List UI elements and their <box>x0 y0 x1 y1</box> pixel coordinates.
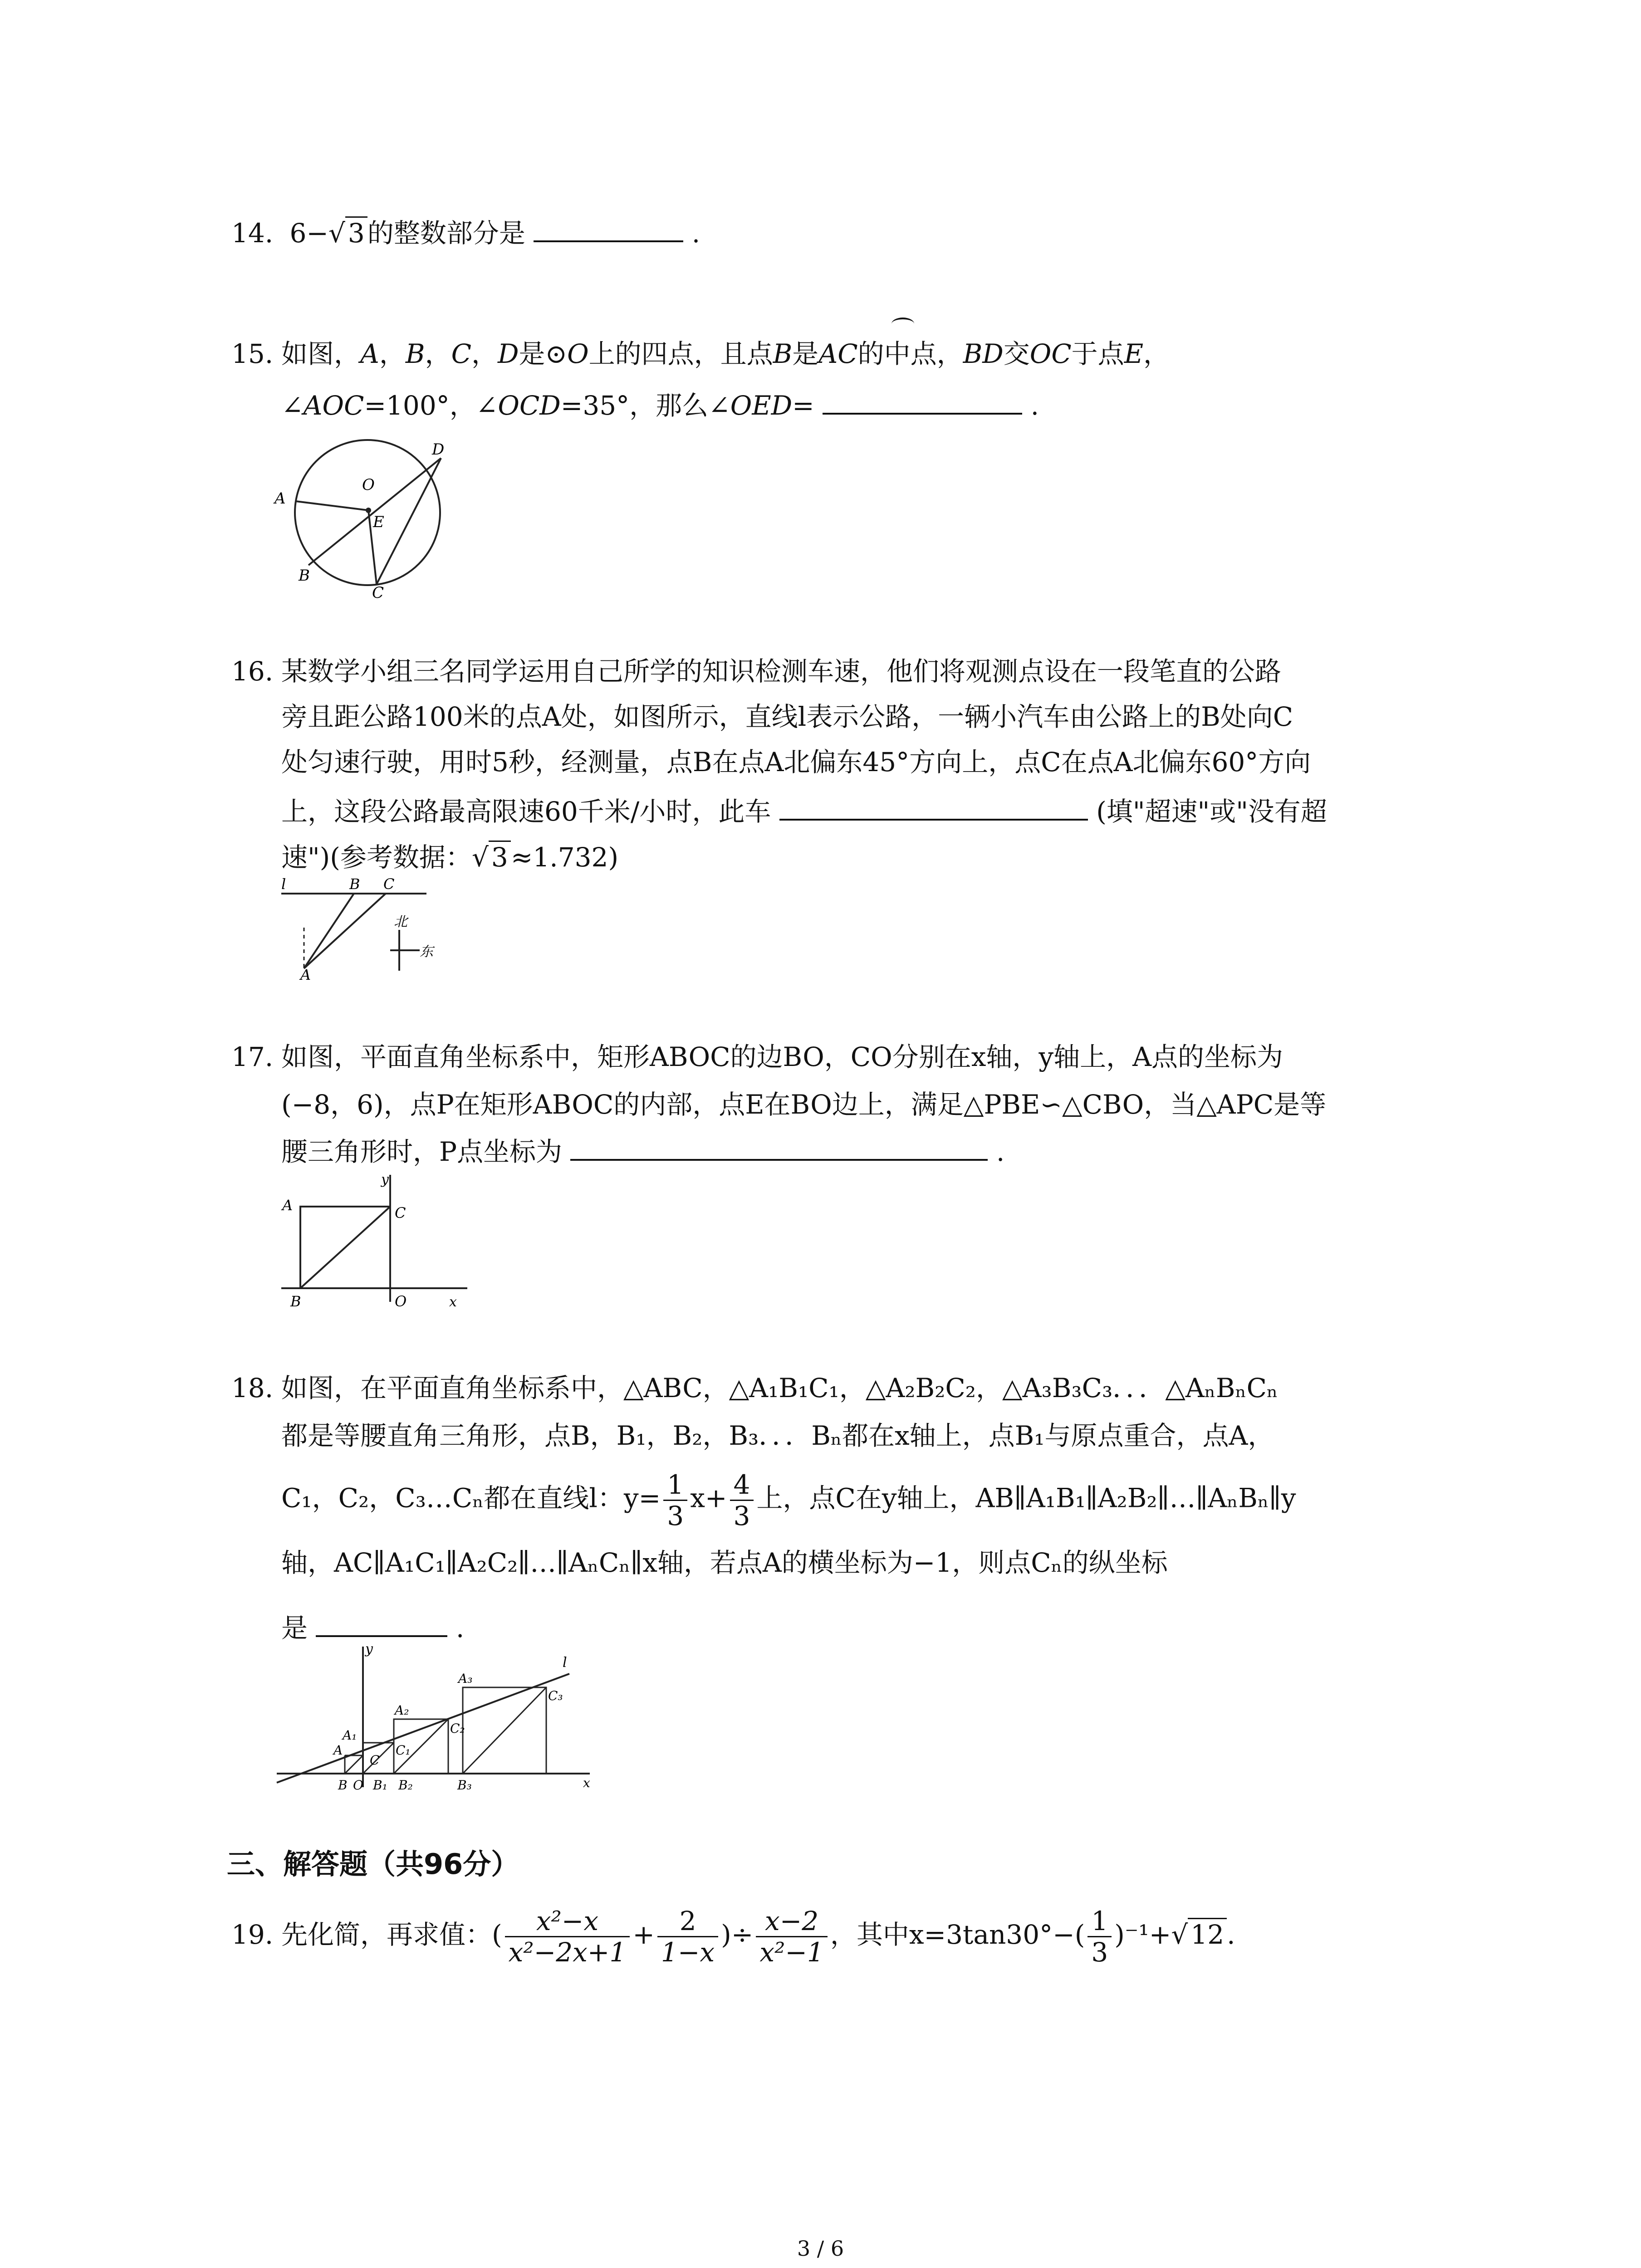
fig-label-a1: A₁ <box>343 1728 357 1743</box>
text: x+ <box>690 1482 727 1514</box>
frac-den: x²−1 <box>759 1937 824 1968</box>
text: 某数学小组三名同学运用自己所学的知识检测车速，他们将观测点设在一段笔直的公路 <box>281 656 1282 687</box>
fig-label-a: A <box>282 1197 293 1214</box>
text: 3 <box>489 841 511 873</box>
arc-ac: AC <box>818 338 858 369</box>
sqrt-icon: √ <box>328 218 345 249</box>
fraction <box>663 1470 687 1531</box>
fig-label-o: O <box>395 1293 407 1310</box>
q18-triangles-figure <box>272 1642 599 1801</box>
question-number: 15. <box>231 338 274 369</box>
text: C₁，C₂，C₃…Cₙ都在直线l：y= <box>281 1482 661 1514</box>
q17-line-1 <box>231 1039 1283 1075</box>
text: B <box>405 338 425 369</box>
q16-line-3 <box>281 744 1311 780</box>
text: 速")(参考数据： <box>281 842 472 873</box>
text: 轴，AC∥A₁C₁∥A₂C₂∥…∥AₙCₙ∥x轴，若点A的横坐标为−1，则点Cₙ的纵坐标 <box>281 1547 1168 1578</box>
fig-label-o: O <box>362 476 375 494</box>
text: OCD <box>498 390 561 421</box>
answer-blank[interactable] <box>534 213 683 242</box>
fig-label-c2: C₂ <box>450 1721 465 1736</box>
q15-circle-figure <box>268 435 458 599</box>
fig-label-c: C <box>395 1204 406 1222</box>
fig-label-north: 北 <box>394 914 407 930</box>
text: ， <box>471 338 498 369</box>
fraction <box>1087 1906 1112 1967</box>
fig-label-b2: B₂ <box>398 1778 413 1793</box>
q14-line <box>231 213 700 251</box>
q14-end: . <box>691 218 700 249</box>
fig-label-l: l <box>563 1655 567 1671</box>
q18-line-1 <box>231 1370 1278 1406</box>
text: (填"超速"或"没有超 <box>1096 796 1327 827</box>
text: 是 <box>281 1613 308 1643</box>
fig-label-c: C <box>370 1753 380 1768</box>
text: OC <box>1029 338 1072 369</box>
text: . <box>996 1136 1005 1167</box>
text: + <box>632 1919 655 1950</box>
text: =100°，∠ <box>364 390 498 421</box>
fig-label-b3: B₃ <box>457 1778 472 1793</box>
text: BD <box>963 338 1004 369</box>
question-number: 16. <box>231 656 274 687</box>
fig-label-c: C <box>383 875 395 893</box>
q17-line-3 <box>281 1132 1004 1170</box>
q17-rect-figure <box>272 1170 472 1311</box>
sqrt-icon: √ <box>471 842 489 873</box>
text: 12 <box>1188 1918 1227 1950</box>
q15-line-2 <box>281 386 1039 424</box>
text: ， <box>425 338 451 369</box>
q16-line-2 <box>281 699 1293 735</box>
fig-label-b: B <box>299 567 310 585</box>
text: B <box>773 338 793 369</box>
text: ， <box>379 338 406 369</box>
text: ∠ <box>281 390 304 421</box>
text: 是⊙ <box>519 338 568 369</box>
text: )⁻¹+ <box>1114 1919 1171 1950</box>
text: ， <box>1143 338 1170 369</box>
frac-den: x²−2x+1 <box>508 1937 627 1968</box>
section-heading: 三、解答题（共96分） <box>227 1848 519 1881</box>
text: 交 <box>1003 338 1030 369</box>
text: O <box>567 338 589 369</box>
q19-line <box>231 1905 1235 1967</box>
text: 旁且距公路100米的点A处，如图所示，直线l表示公路，一辆小汽车由公路上的B处向C <box>281 701 1293 732</box>
fig-label-b: B <box>349 875 360 893</box>
text: ≈1.732) <box>510 842 619 873</box>
fig-label-a: A <box>300 966 311 980</box>
q18-line-5 <box>281 1608 464 1646</box>
fig-label-x: x <box>583 1775 590 1790</box>
fig-label-y: y <box>365 1642 373 1657</box>
text: (−8，6)，点P在矩形ABOC的内部，点E在BO边上，满足△PBE∽△CBO，当△APC是等 <box>281 1089 1327 1120</box>
frac-den: 1−x <box>661 1937 715 1968</box>
frac-den: 3 <box>1091 1937 1108 1968</box>
question-number: 14. <box>231 218 274 249</box>
fig-label-x: x <box>449 1294 457 1310</box>
fraction <box>730 1470 754 1531</box>
text: 上，点C在y轴上，AB∥A₁B₁∥A₂B₂∥…∥AₙBₙ∥y <box>756 1482 1296 1514</box>
fig-label-y: y <box>381 1172 389 1188</box>
q18-line-2 <box>281 1418 1274 1454</box>
fig-label-d: D <box>432 440 445 459</box>
text: C <box>451 338 471 369</box>
q15-line-1 <box>231 336 1170 372</box>
question-number: 17. <box>231 1041 274 1072</box>
frac-num: 1 <box>663 1470 687 1501</box>
fig-label-b1: B₁ <box>373 1778 387 1793</box>
answer-blank[interactable] <box>823 386 1022 415</box>
text: 先化简，再求值：( <box>281 1919 502 1950</box>
answer-blank[interactable] <box>316 1608 447 1637</box>
text: . <box>1227 1919 1235 1950</box>
fig-label-c1: C₁ <box>396 1743 411 1758</box>
frac-num: 2 <box>657 1906 718 1937</box>
frac-num: 4 <box>730 1470 754 1501</box>
frac-num: 1 <box>1087 1906 1112 1937</box>
text: )÷ <box>721 1919 754 1950</box>
q18-line-4 <box>281 1545 1168 1581</box>
q16-line-5 <box>281 839 618 875</box>
q14-expr-pre: 6− <box>289 218 328 249</box>
fig-label-c: C <box>372 584 384 599</box>
text: 上，这段公路最高限速60千米/小时，此车 <box>281 796 771 827</box>
answer-blank[interactable] <box>779 792 1088 821</box>
fraction <box>505 1906 630 1967</box>
text: OED <box>730 390 793 421</box>
text: AOC <box>303 390 364 421</box>
fig-label-o: O <box>353 1778 363 1793</box>
frac-den: 3 <box>667 1501 684 1531</box>
fig-label-a: A <box>333 1743 343 1758</box>
text: D <box>497 338 519 369</box>
text: 如图， <box>281 338 361 369</box>
text: 于点 <box>1071 338 1124 369</box>
frac-num: x−2 <box>756 1906 827 1937</box>
fraction <box>657 1906 718 1967</box>
text: ，其中x=3tan30°−( <box>830 1919 1085 1950</box>
fig-label-east: 东 <box>420 944 433 960</box>
question-number: 19. <box>231 1919 274 1950</box>
question-number: 18. <box>231 1373 274 1403</box>
arc-mark-icon <box>892 318 914 330</box>
text: . <box>456 1613 465 1643</box>
text: 上的四点，且点 <box>588 338 773 369</box>
text: 腰三角形时，P点坐标为 <box>281 1136 563 1167</box>
q14-text: 的整数部分是 <box>367 218 525 249</box>
answer-blank[interactable] <box>570 1132 988 1161</box>
q16-road-figure <box>272 875 445 980</box>
text: 的中点， <box>857 338 963 369</box>
fraction <box>756 1906 827 1967</box>
frac-num: x²−x <box>505 1906 630 1937</box>
q16-line-4 <box>281 792 1327 830</box>
q17-line-2 <box>281 1086 1326 1123</box>
fig-label-b: B <box>338 1778 348 1793</box>
text: 是 <box>792 338 819 369</box>
fig-label-a3: A₃ <box>458 1671 473 1686</box>
page-number: 3 / 6 <box>797 2236 844 2261</box>
fig-label-l: l <box>281 875 286 893</box>
fig-label-e: E <box>373 513 384 531</box>
fig-label-a: A <box>274 489 286 508</box>
text: 如图，平面直角坐标系中，矩形ABOC的边BO，CO分别在x轴，y轴上，A点的坐标为 <box>281 1041 1283 1072</box>
q14-radicand: 3 <box>345 216 367 249</box>
text: A <box>360 338 379 369</box>
q18-line-3 <box>281 1470 1296 1531</box>
text: E <box>1124 338 1144 369</box>
text: =35°，那么∠ <box>560 390 730 421</box>
frac-den: 3 <box>733 1501 750 1531</box>
sqrt-icon: √ <box>1171 1919 1188 1950</box>
text: 都是等腰直角三角形，点B，B₁，B₂，B₃．．．Bₙ都在x轴上，点B₁与原点重合，点A， <box>281 1420 1274 1451</box>
fig-label-a2: A₂ <box>395 1703 409 1718</box>
q16-line-1 <box>231 653 1281 689</box>
text: . <box>1030 390 1039 421</box>
text: 如图，在平面直角坐标系中，△ABC，△A₁B₁C₁，△A₂B₂C₂，△A₃B₃C₃．．．△AₙBₙCₙ <box>281 1373 1279 1403</box>
text: 处匀速行驶，用时5秒，经测量，点B在点A北偏东45°方向上，点C在点A北偏东60°方向 <box>281 747 1311 777</box>
text: = <box>792 390 814 421</box>
fig-label-c3: C₃ <box>548 1688 563 1703</box>
fig-label-b: B <box>290 1293 301 1310</box>
